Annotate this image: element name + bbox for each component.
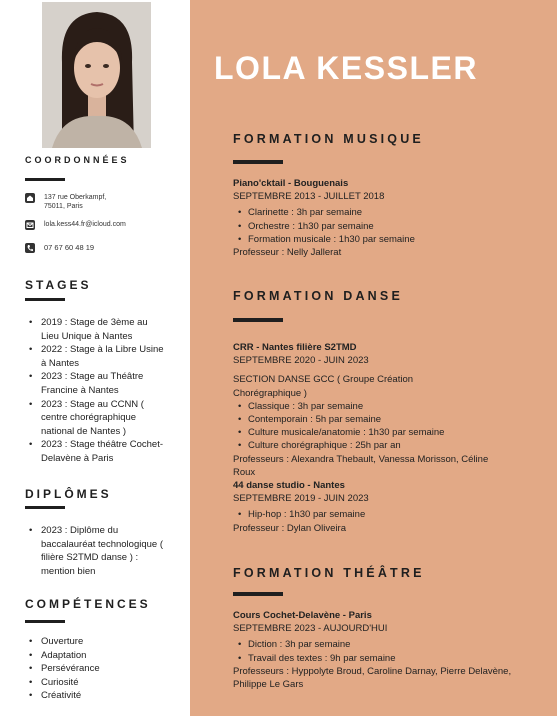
profile-photo [42, 2, 151, 148]
list-item: • Clarinette : 3h par semaine [233, 206, 533, 219]
musique-block [233, 177, 533, 259]
theatre-teachers: Professeurs : Hyppolyte Broud, Caroline Darnay, Pierre Delavène, Philippe Le Gars [233, 665, 512, 691]
email-row [25, 220, 185, 232]
musique-rule [233, 160, 283, 164]
danse-title: FORMATION DANSE [233, 289, 403, 303]
list-item: • Curiosité [26, 676, 166, 690]
person-name: LOLA KESSLER [214, 50, 478, 86]
coordonnees-title: COORDONNÉES [25, 155, 130, 165]
list-item: • Diction : 3h par semaine [233, 638, 533, 651]
danse-section: SECTION DANSE GCC ( Groupe Création Chorégraphique ) [233, 374, 414, 399]
home-icon [25, 193, 35, 203]
musique-title: FORMATION MUSIQUE [233, 132, 424, 146]
danse-school-2: 44 danse studio - Nantes [233, 480, 345, 492]
list-item: • Créativité [26, 689, 166, 703]
stages-list [26, 316, 166, 466]
danse-block [233, 341, 533, 535]
competences-rule [25, 620, 65, 623]
list-item: • Hip-hop : 1h30 par semaine [233, 508, 533, 521]
list-item: • Contemporain : 5h par semaine [233, 413, 533, 426]
email-text[interactable]: lola.kess44.fr@icloud.com [44, 221, 126, 228]
phone-icon [25, 243, 35, 253]
list-item: • Persévérance [26, 662, 166, 676]
theatre-block [233, 609, 533, 691]
list-item: • Formation musicale : 1h30 par semaine [233, 233, 533, 246]
list-item: • Adaptation [26, 649, 166, 663]
address-line2: 75011, Paris [44, 203, 83, 210]
list-item: • Culture chorégraphique : 25h par an [233, 439, 533, 452]
address-row [25, 193, 185, 213]
musique-school: Piano'cktail - Bouguenais [233, 178, 349, 189]
coordonnees-rule [25, 178, 65, 181]
danse-dates-2: SEPTEMBRE 2019 - JUIN 2023 [233, 493, 369, 505]
danse-teacher-2: Professeur : Dylan Oliveira [233, 522, 346, 534]
list-item: • Culture musicale/anatomie : 1h30 par semaine [233, 426, 533, 439]
diplomes-rule [25, 506, 65, 509]
list-item: • 2023 : Stage au CCNN ( centre chorégraphique national de Nantes ) [26, 398, 166, 439]
danse-school-1: CRR - Nantes filière S2TMD [233, 342, 357, 353]
danse-teachers-1: Professeurs : Alexandra Thebault, Vanessa Morisson, Céline Roux [233, 453, 489, 478]
list-item: • 2023 : Stage théâtre Cochet-Delavène à Paris [26, 438, 166, 465]
list-item: • Travail des textes : 9h par semaine [233, 652, 533, 665]
danse-rule [233, 318, 283, 322]
danse-dates-1: SEPTEMBRE 2020 - JUIN 2023 [233, 355, 369, 367]
diplomes-title: DIPLÔMES [25, 487, 112, 501]
theatre-dates: SEPTEMBRE 2023 - AUJOURD'HUI [233, 623, 388, 635]
stages-rule [25, 298, 65, 301]
musique-teacher: Professeur : Nelly Jallerat [233, 247, 342, 259]
list-item: • Classique : 3h par semaine [233, 400, 533, 413]
list-item: • 2023 : Stage au Théâtre Francine à Nantes [26, 370, 166, 397]
competences-list [26, 635, 166, 703]
mail-icon [25, 220, 35, 230]
diplomes-list [26, 524, 166, 578]
list-item: • 2019 : Stage de 3ème au Lieu Unique à Nantes [26, 316, 166, 343]
address-line1: 137 rue Oberkampf, [44, 194, 107, 201]
list-item: • 2023 : Diplôme du baccalauréat technologique ( filière S2TMD danse ) : mention bien [26, 524, 166, 578]
competences-title: COMPÉTENCES [25, 597, 151, 611]
phone-row [25, 243, 185, 255]
phone-text[interactable]: 07 67 60 48 19 [44, 243, 95, 252]
list-item: • Orchestre : 1h30 par semaine [233, 220, 533, 233]
stages-title: STAGES [25, 278, 92, 292]
list-item: • Ouverture [26, 635, 166, 649]
theatre-school: Cours Cochet-Delavène - Paris [233, 610, 372, 621]
theatre-title: FORMATION THÉÂTRE [233, 566, 425, 580]
musique-dates: SEPTEMBRE 2013 - JUILLET 2018 [233, 191, 385, 203]
list-item: • 2022 : Stage à la Libre Usine à Nantes [26, 343, 166, 370]
theatre-rule [233, 592, 283, 596]
